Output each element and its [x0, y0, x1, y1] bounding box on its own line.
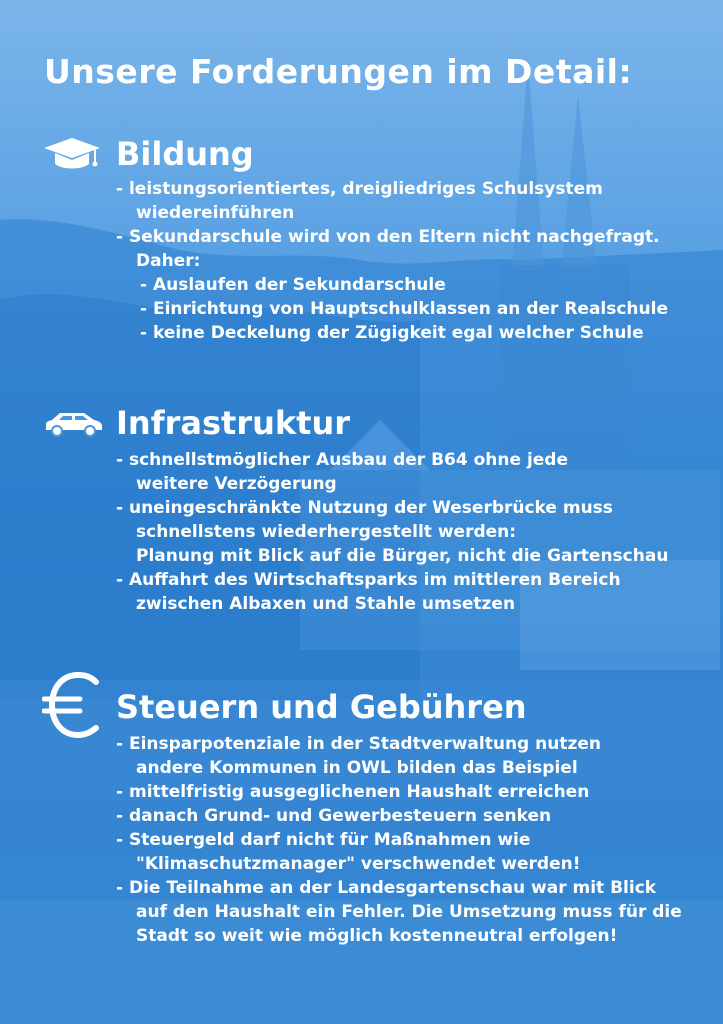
page-title: Unsere Forderungen im Detail: [44, 52, 633, 91]
section-heading-bildung: Bildung [116, 135, 254, 173]
list-item: auf den Haushalt ein Fehler. Die Umsetzung muss für die [136, 902, 682, 922]
list-item: - uneingeschränkte Nutzung der Weserbrücke muss [116, 498, 613, 518]
list-item: - Einsparpotenziale in der Stadtverwaltung nutzen [116, 734, 601, 754]
list-item: zwischen Albaxen und Stahle umsetzen [136, 594, 516, 614]
list-item: - mittelfristig ausgeglichenen Haushalt erreichen [116, 782, 590, 802]
car-icon [42, 410, 104, 438]
steuern-list [116, 732, 682, 948]
list-item: - Einrichtung von Hauptschulklassen an der Realschule [140, 299, 668, 319]
list-item: - Steuergeld darf nicht für Maßnahmen wie [116, 830, 531, 850]
graduation-cap-icon [42, 136, 102, 174]
section-heading-infrastruktur: Infrastruktur [116, 404, 351, 442]
list-item: wiedereinführen [136, 203, 295, 223]
list-item: "Klimaschutzmanager" verschwendet werden! [136, 854, 581, 874]
infrastruktur-list [116, 448, 668, 616]
list-item: - keine Deckelung der Zügigkeit egal welcher Schule [140, 323, 644, 343]
list-item: weitere Verzögerung [136, 474, 337, 494]
list-item: - Sekundarschule wird von den Eltern nicht nachgefragt. [116, 227, 660, 247]
list-item: - Auffahrt des Wirtschaftsparks im mittleren Bereich [116, 570, 621, 590]
list-item: Daher: [136, 251, 201, 271]
list-item: andere Kommunen in OWL bilden das Beispiel [136, 758, 578, 778]
list-item: - schnellstmöglicher Ausbau der B64 ohne jede [116, 450, 568, 470]
list-item: Stadt so weit wie möglich kostenneutral erfolgen! [136, 926, 618, 946]
list-item: Planung mit Blick auf die Bürger, nicht die Gartenschau [136, 546, 669, 566]
bildung-list [116, 177, 668, 345]
list-item: - leistungsorientiertes, dreigliedriges Schulsystem [116, 179, 603, 199]
list-item: - Die Teilnahme an der Landesgartenschau war mit Blick [116, 878, 657, 898]
section-heading-steuern: Steuern und Gebühren [116, 688, 527, 726]
list-item: schnellstens wiederhergestellt werden: [136, 522, 517, 542]
list-item: - Auslaufen der Sekundarschule [140, 275, 446, 295]
list-item: - danach Grund- und Gewerbesteuern senken [116, 806, 552, 826]
euro-icon [42, 672, 102, 738]
